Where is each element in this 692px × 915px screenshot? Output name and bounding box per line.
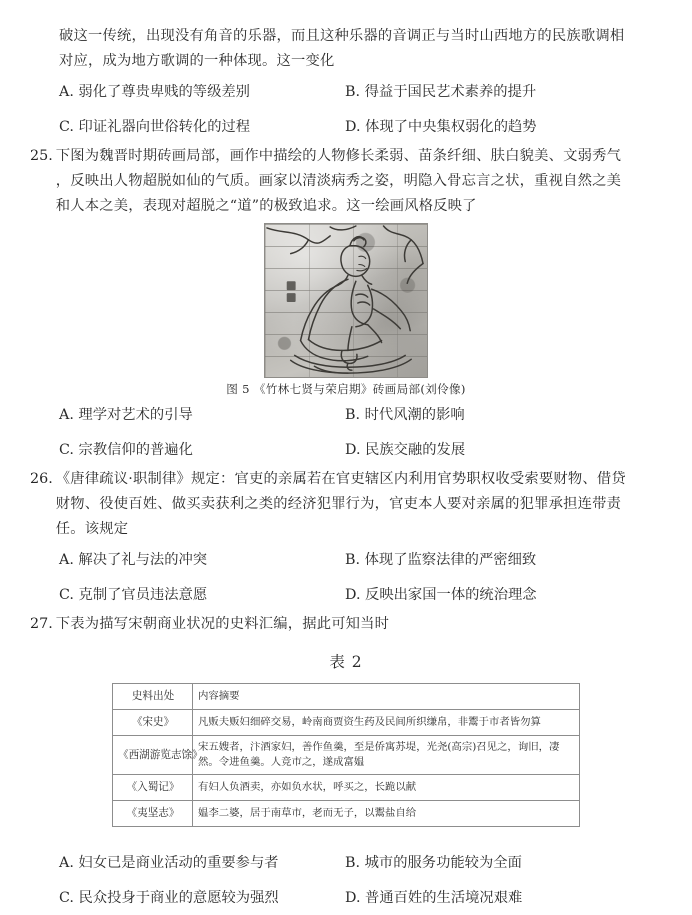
q25-option-row-2 bbox=[59, 432, 662, 467]
q26-option-row-1 bbox=[59, 542, 662, 577]
q26-stem bbox=[30, 467, 662, 542]
q27-stem bbox=[30, 612, 662, 637]
q27-option-a[interactable]: A. 妇女已是商业活动的重要参与者 bbox=[59, 854, 279, 871]
q27-number: 27. bbox=[30, 616, 53, 632]
historical-sources-table bbox=[112, 683, 580, 827]
q25-option-b[interactable]: B. 时代风潮的影响 bbox=[345, 406, 465, 423]
q27-option-d[interactable]: D. 普通百姓的生活境况艰难 bbox=[345, 889, 523, 906]
q26-option-a[interactable]: A. 解决了礼与法的冲突 bbox=[59, 551, 208, 568]
table-cell-summary: 凡贩夫贩妇细碎交易，岭南商贾资生药及民间所织缣帛，非鬻于市者皆勿算 bbox=[193, 710, 580, 736]
q26-line-2: 财物、役使百姓、做买卖获利之类的经济犯罪行为，官吏本人要对亲属的犯罪承担连带责 bbox=[55, 496, 622, 512]
q25-stem bbox=[30, 144, 662, 219]
table-header-row bbox=[113, 684, 580, 710]
question-27 bbox=[30, 612, 662, 915]
question-25 bbox=[30, 144, 662, 467]
q26-options bbox=[59, 542, 662, 612]
q27-option-c[interactable]: C. 民众投身于商业的意愿较为强烈 bbox=[59, 889, 279, 906]
q26-number: 26. bbox=[30, 471, 53, 487]
q25-option-row-1 bbox=[59, 397, 662, 432]
q26-option-c[interactable]: C. 克制了官员违法意愿 bbox=[59, 586, 208, 603]
q24-option-d[interactable]: D. 体现了中央集权弱化的趋势 bbox=[345, 118, 537, 135]
q25-line-1: 下图为魏晋时期砖画局部，画作中描绘的人物修长柔弱、苗条纤细、肤白貌美、文弱秀气 bbox=[55, 148, 622, 164]
table-cell-summary: 有妇人负酒卖，亦如负水状，呼买之，长跪以献 bbox=[193, 775, 580, 801]
q25-option-a[interactable]: A. 理学对艺术的引导 bbox=[59, 406, 193, 423]
q24-option-row-1 bbox=[59, 74, 662, 109]
figure-caption: 图 5 《竹林七贤与荣启期》砖画局部(刘伶像) bbox=[226, 382, 466, 396]
question-26 bbox=[30, 467, 662, 612]
q25-option-d[interactable]: D. 民族交融的发展 bbox=[345, 441, 466, 458]
table-row bbox=[113, 801, 580, 827]
q25-line-3: 和人本之美，表现对超脱之“道”的极致追求。这一绘画风格反映了 bbox=[55, 198, 477, 214]
q26-line-1: 《唐律疏议·职制律》规定：官吏的亲属若在官吏辖区内利用官势职权收受索要财物、借贷 bbox=[55, 471, 626, 487]
table-cell-source: 《宋史》 bbox=[113, 710, 193, 736]
q24-line-2: 对应，成为地方歌调的一种体现。这一变化 bbox=[59, 53, 335, 69]
q24-option-c[interactable]: C. 印证礼器向世俗转化的过程 bbox=[59, 118, 251, 135]
q26-line-3: 任。该规定 bbox=[55, 521, 129, 537]
q24-options bbox=[59, 74, 662, 144]
q26-option-b[interactable]: B. 体现了监察法律的严密细致 bbox=[345, 551, 537, 568]
table-cell-source: 《夷坚志》 bbox=[113, 801, 193, 827]
brick-painting-image bbox=[264, 223, 428, 378]
q27-option-row-1 bbox=[59, 845, 662, 880]
table-header-summary: 内容摘要 bbox=[193, 684, 580, 710]
table-header-source: 史料出处 bbox=[113, 684, 193, 710]
q25-option-c[interactable]: C. 宗教信仰的普遍化 bbox=[59, 441, 193, 458]
q25-options bbox=[59, 397, 662, 467]
q27-option-row-2 bbox=[59, 880, 662, 915]
q25-line-2: ，反映出人物超脱如仙的气质。画家以清淡病秀之姿，明隐入骨忘言之状，重视自然之美 bbox=[55, 173, 622, 189]
q24-option-row-2 bbox=[59, 109, 662, 144]
q27-line-1: 下表为描写宋朝商业状况的史料汇编，据此可知当时 bbox=[55, 616, 390, 632]
table-cell-summary: 媪李二婆，居于南草市，老而无子，以鬻盐自给 bbox=[193, 801, 580, 827]
q25-figure bbox=[30, 223, 662, 397]
q24-option-a[interactable]: A. 弱化了尊贵卑贱的等级差别 bbox=[59, 83, 250, 100]
table-row bbox=[113, 710, 580, 736]
table-cell-summary: 宋五嫂者，汴酒家妇，善作鱼羹，至是侨寓苏堤，光尧(高宗)召见之，询旧，凄然。令进鱼羹。人竞市之，遂成富媪 bbox=[193, 736, 580, 775]
table-title: 表 2 bbox=[329, 653, 363, 671]
q26-option-row-2 bbox=[59, 577, 662, 612]
seated-scholar-figure bbox=[265, 224, 427, 377]
q24-option-b[interactable]: B. 得益于国民艺术素养的提升 bbox=[345, 83, 537, 100]
q24-line-1: 破这一传统，出现没有角音的乐器，而且这种乐器的音调正与当时山西地方的民族歌调相 bbox=[59, 28, 625, 44]
q25-number: 25. bbox=[30, 148, 53, 164]
table-row bbox=[113, 775, 580, 801]
table-cell-source: 《入蜀记》 bbox=[113, 775, 193, 801]
q27-options bbox=[59, 845, 662, 915]
q27-option-b[interactable]: B. 城市的服务功能较为全面 bbox=[345, 854, 522, 871]
q26-option-d[interactable]: D. 反映出家国一体的统治理念 bbox=[345, 586, 537, 603]
question-24-continuation bbox=[30, 24, 662, 144]
table-row bbox=[113, 736, 580, 775]
table-cell-source: 《西湖游览志馀》 bbox=[113, 736, 193, 775]
